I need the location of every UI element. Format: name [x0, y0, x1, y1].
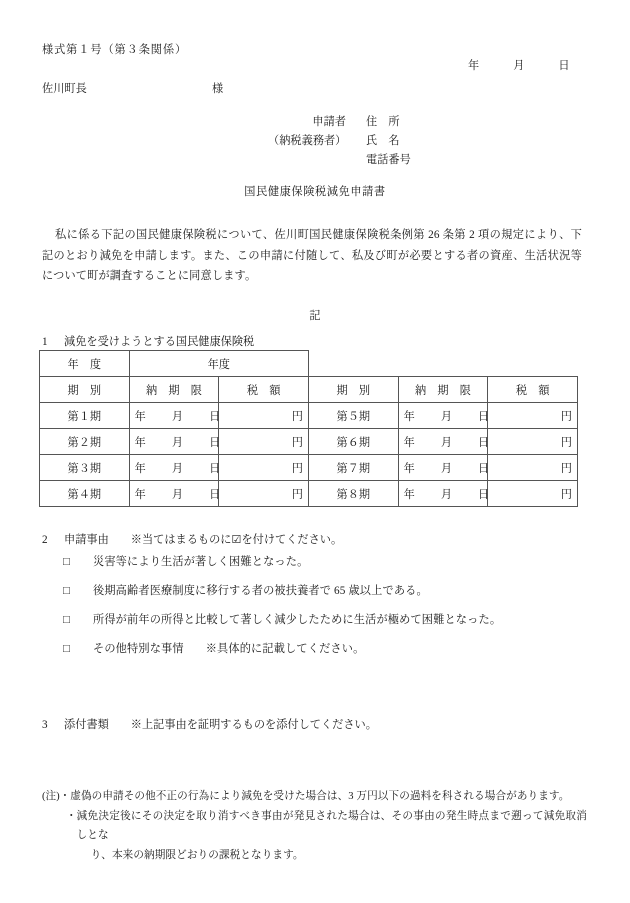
- due-date-cell[interactable]: [129, 455, 219, 481]
- period-cell: 第４期: [40, 481, 130, 507]
- due-month-label: 月: [171, 436, 184, 449]
- section-2-number: 2: [42, 534, 48, 546]
- amount-cell[interactable]: 円: [219, 481, 309, 507]
- taxpayer-label: （納税義務者）: [268, 135, 347, 147]
- due-day-label: 日: [209, 462, 221, 475]
- due-day-label: 日: [478, 436, 490, 449]
- due-month-label: 月: [440, 436, 453, 449]
- period-cell: 第２期: [40, 429, 130, 455]
- section-2-note: ※当てはまるものに☑を付けてください。: [130, 534, 343, 546]
- due-month-label: 月: [171, 488, 184, 501]
- table-row: [40, 481, 578, 507]
- due-year-label: 年: [134, 488, 146, 501]
- year-label-left-cell: 年 度: [40, 351, 130, 377]
- period-cell: 第７期: [308, 455, 398, 481]
- footnote-marker: (注)・: [42, 791, 71, 802]
- amount-cell[interactable]: 円: [488, 481, 578, 507]
- addressee-row: [42, 84, 262, 95]
- footnote-text: [77, 807, 587, 866]
- applicant-name-label: 氏 名: [366, 135, 400, 147]
- form-code-label: 様式第１号（第３条関係）: [42, 44, 188, 56]
- reason-label: その他特別な事情: [93, 643, 184, 655]
- due-year-label: 年: [403, 436, 415, 449]
- column-header-amount-left: 税 額: [219, 377, 309, 403]
- addressee-name: 佐川町長: [42, 83, 87, 95]
- section-3-number: 3: [42, 719, 48, 731]
- due-day-label: 日: [209, 436, 221, 449]
- year-row-empty-cell: [308, 351, 398, 377]
- date-day-label: 日: [558, 60, 570, 72]
- section-3-note: ※上記事由を証明するものを添付してください。: [130, 719, 377, 731]
- due-year-label: 年: [403, 488, 415, 501]
- due-month-label: 月: [440, 410, 453, 423]
- reason-item-other[interactable]: [63, 640, 593, 669]
- section-1-label: 減免を受けようとする国民健康保険税: [64, 336, 255, 348]
- table-header-row: [40, 377, 578, 403]
- amount-cell[interactable]: 円: [488, 403, 578, 429]
- checkbox-icon[interactable]: □: [63, 556, 70, 568]
- year-label-right-cell: 年度: [129, 351, 308, 377]
- reason-item-disaster[interactable]: [63, 553, 593, 582]
- checkbox-icon[interactable]: □: [63, 643, 70, 655]
- due-day-label: 日: [478, 462, 490, 475]
- checkbox-icon[interactable]: □: [63, 585, 70, 597]
- footnote-text-continuation: り、本来の納期限どおりの課税となります。: [90, 849, 304, 861]
- due-date-cell[interactable]: [398, 403, 488, 429]
- table-row: [40, 403, 578, 429]
- applicant-row: [268, 113, 508, 132]
- amount-cell[interactable]: 円: [219, 455, 309, 481]
- table-row: [40, 455, 578, 481]
- due-month-label: 月: [171, 462, 184, 475]
- amount-cell[interactable]: 円: [219, 403, 309, 429]
- reason-label: 所得が前年の所得と比較して著しく減少したために生活が極めて困難となった。: [93, 614, 502, 626]
- reason-note: ※具体的に記載してください。: [205, 643, 365, 655]
- reason-checkbox-list: [63, 553, 593, 669]
- reason-item-income-decrease[interactable]: [63, 611, 593, 640]
- period-cell: 第５期: [308, 403, 398, 429]
- due-date-cell[interactable]: [129, 481, 219, 507]
- column-header-amount-right: 税 額: [488, 377, 578, 403]
- due-date-cell[interactable]: [398, 481, 488, 507]
- section-3-heading: [42, 716, 377, 732]
- amount-cell[interactable]: 円: [488, 429, 578, 455]
- applicant-label: 申請者: [312, 116, 346, 128]
- due-date-cell[interactable]: [398, 429, 488, 455]
- reason-label: 後期高齢者医療制度に移行する者の被扶養者で 65 歳以上である。: [93, 585, 428, 597]
- applicant-address-label: 住 所: [366, 116, 400, 128]
- applicant-row: [268, 132, 508, 151]
- footnotes-block: [42, 787, 587, 865]
- due-date-cell[interactable]: [398, 455, 488, 481]
- period-cell: 第８期: [308, 481, 398, 507]
- period-cell: 第３期: [40, 455, 130, 481]
- section-3-label: 添付書類: [64, 719, 109, 731]
- period-cell: 第１期: [40, 403, 130, 429]
- footnote-item: [42, 787, 587, 807]
- applicant-row: [268, 151, 508, 170]
- applicant-block: [268, 113, 508, 170]
- ki-mark: 記: [309, 310, 321, 322]
- addressee-honorific: 様: [212, 83, 224, 95]
- year-row-empty-cell: [398, 351, 488, 377]
- column-header-period-right: 期 別: [308, 377, 398, 403]
- section-2-label: 申請事由: [64, 534, 109, 546]
- body-paragraph: 私に係る下記の国民健康保険税について、佐川町国民健康保険税条例第 26 条第 2 項の規定により、下記のとおり減免を申請します。また、この申請に付随して、私及び町が必要とする者の資産、生活状況等について町が調査することに同意します。: [42, 229, 582, 282]
- column-header-due-left: 納 期 限: [129, 377, 219, 403]
- section-1-number: 1: [42, 336, 48, 348]
- section-2-heading: [42, 531, 342, 547]
- footnote-text-line: 減免決定後にその決定を取り消すべき事由が発見された場合は、その事由の発生時点まで遡って減免取消しとな: [76, 810, 587, 841]
- reason-label: 災害等により生活が著しく困難となった。: [93, 556, 309, 568]
- due-month-label: 月: [440, 462, 453, 475]
- due-day-label: 日: [478, 410, 490, 423]
- reason-item-elderly-dependent[interactable]: [63, 582, 593, 611]
- tax-period-table: [39, 350, 578, 507]
- date-year-label: 年: [468, 60, 480, 72]
- date-month-label: 月: [513, 60, 525, 72]
- column-header-period-left: 期 別: [40, 377, 130, 403]
- due-year-label: 年: [134, 410, 146, 423]
- year-row-empty-cell: [488, 351, 578, 377]
- applicant-phone-label: 電話番号: [366, 154, 411, 166]
- amount-cell[interactable]: 円: [488, 455, 578, 481]
- due-date-cell[interactable]: [129, 429, 219, 455]
- checkbox-icon[interactable]: □: [63, 614, 70, 626]
- period-cell: 第６期: [308, 429, 398, 455]
- column-header-due-right: 納 期 限: [398, 377, 488, 403]
- table-row-year: [40, 351, 578, 377]
- date-line: [468, 61, 570, 72]
- due-month-label: 月: [171, 410, 184, 423]
- due-day-label: 日: [209, 488, 221, 501]
- due-year-label: 年: [403, 462, 415, 475]
- footnote-marker: ・: [66, 810, 77, 822]
- due-year-label: 年: [134, 462, 146, 475]
- footnote-item: [42, 807, 587, 866]
- due-day-label: 日: [209, 410, 221, 423]
- page-title: 国民健康保険税減免申請書: [244, 186, 386, 198]
- table-row: [40, 429, 578, 455]
- due-date-cell[interactable]: [129, 403, 219, 429]
- due-year-label: 年: [403, 410, 415, 423]
- due-year-label: 年: [134, 436, 146, 449]
- due-day-label: 日: [478, 488, 490, 501]
- amount-cell[interactable]: 円: [219, 429, 309, 455]
- section-1-heading: [42, 333, 254, 349]
- due-month-label: 月: [440, 488, 453, 501]
- footnote-text: 虚偽の申請その他不正の行為により減免を受けた場合は、3 万円以下の過料を科される場合があります。: [70, 791, 570, 802]
